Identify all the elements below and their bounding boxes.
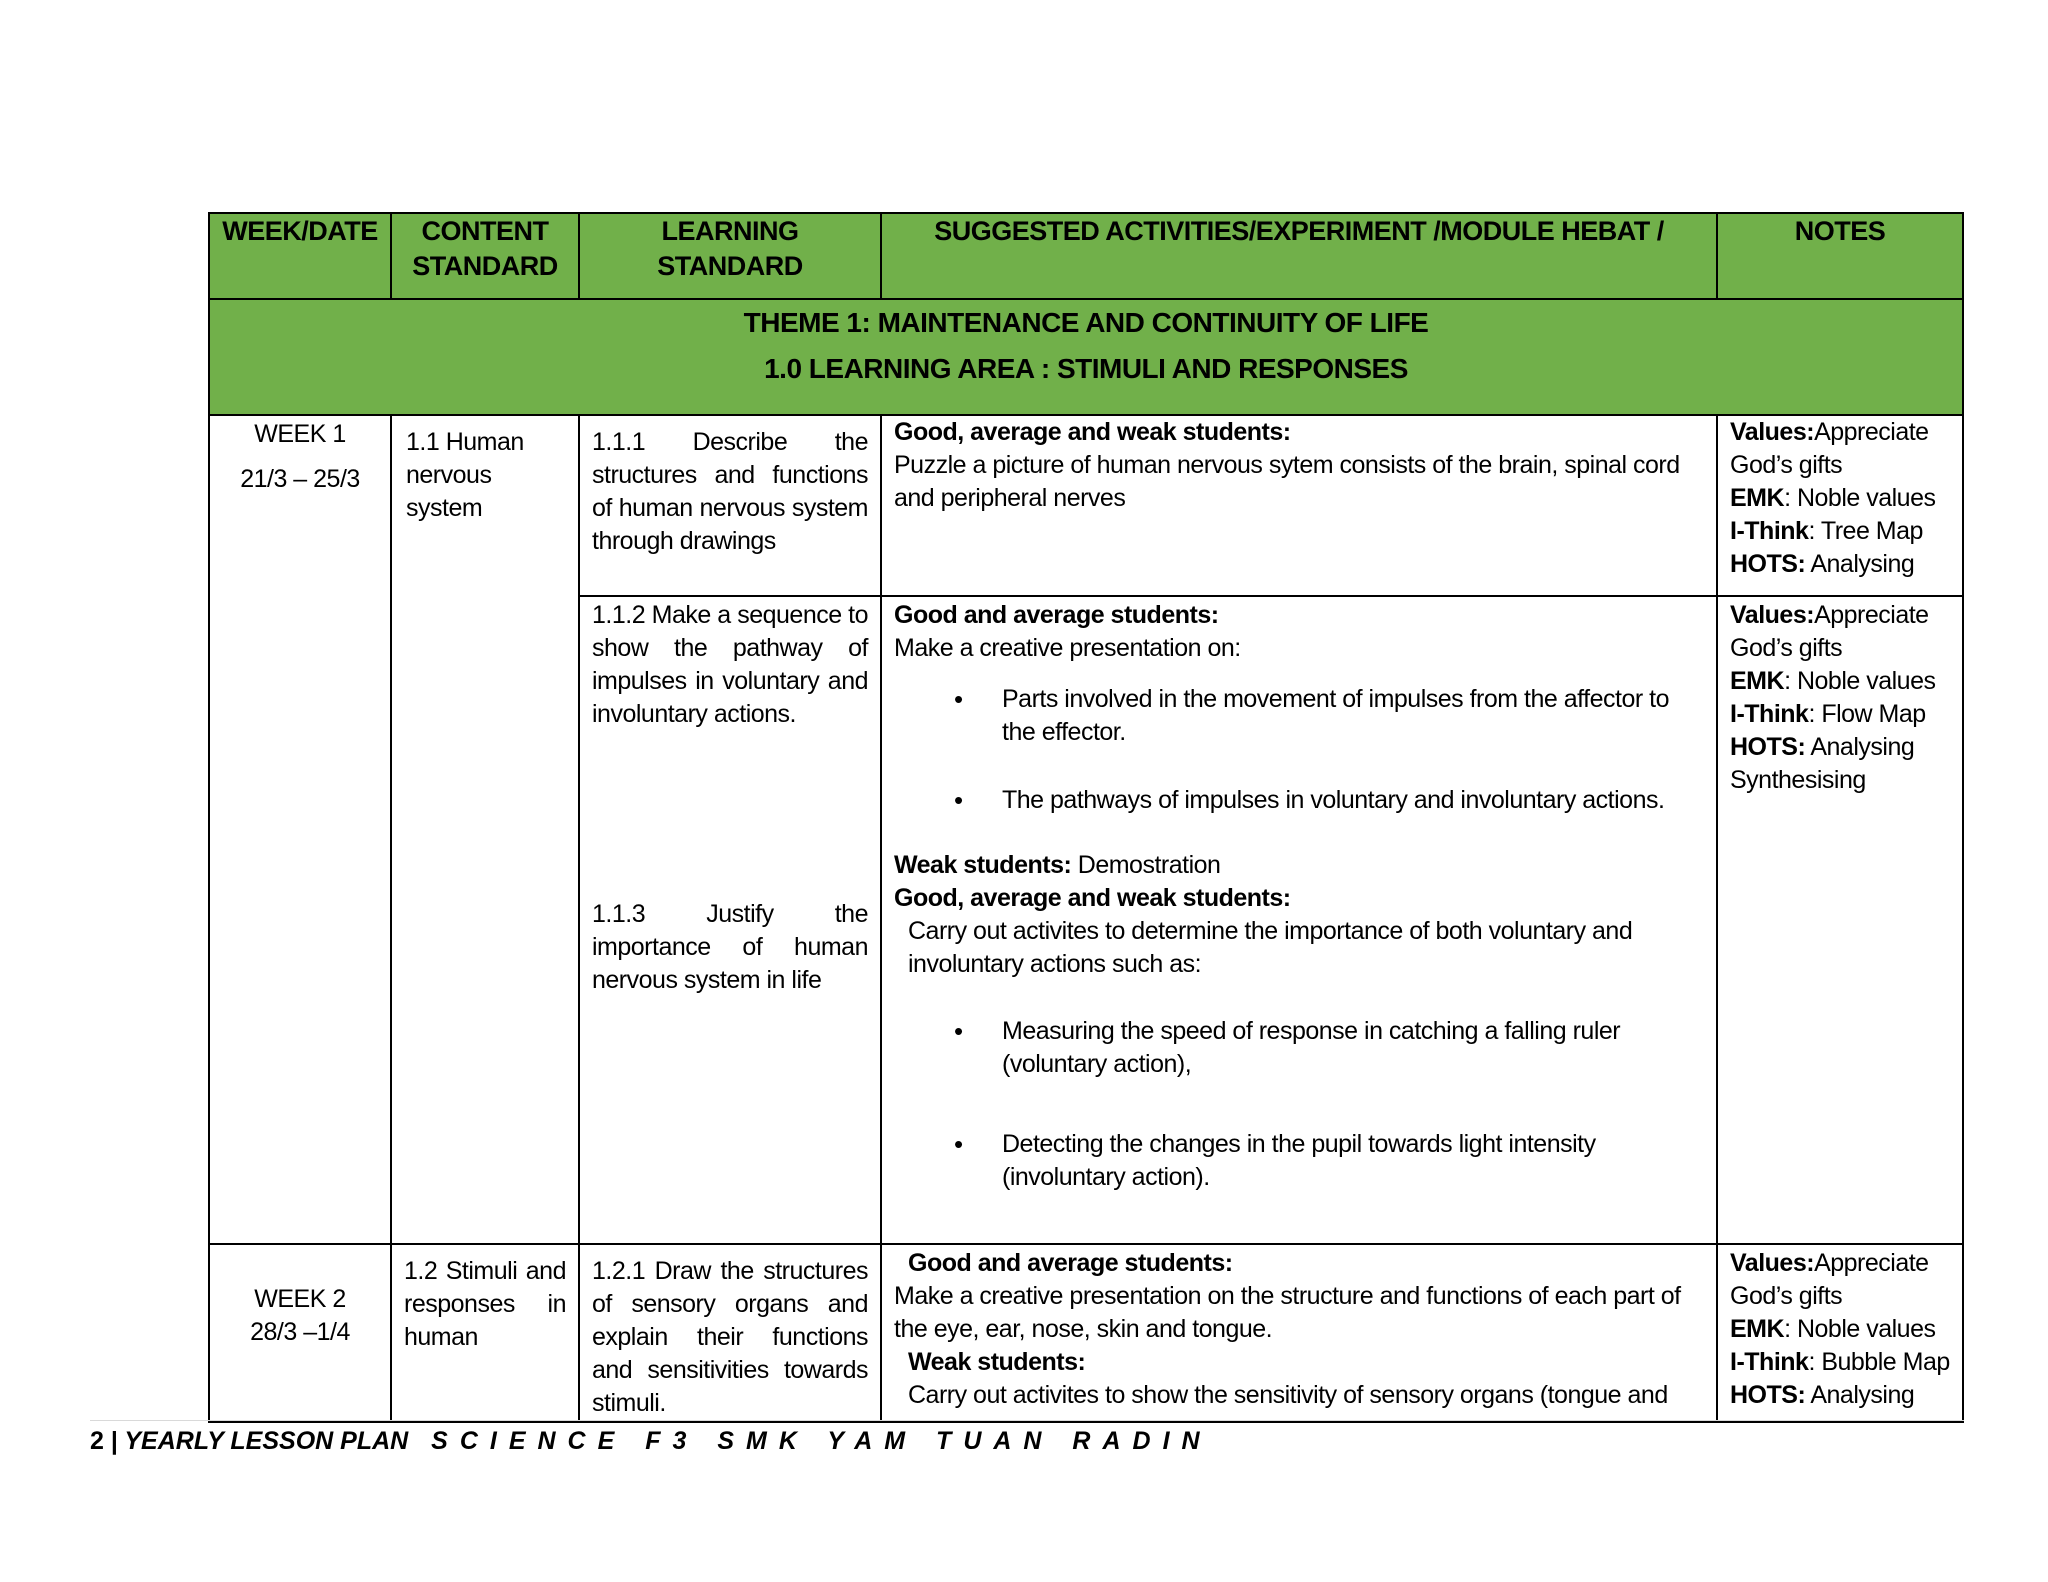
emk-text: : Noble values bbox=[1784, 667, 1936, 695]
header-week-date: WEEK/DATE bbox=[209, 213, 391, 299]
list-item: • Parts involved in the movement of impulses from the affector to the effector. bbox=[1002, 683, 1704, 749]
values-text: Appreciate bbox=[1814, 601, 1929, 629]
notes-values bbox=[1730, 416, 1950, 449]
notes-values-2: God’s gifts bbox=[1730, 634, 1843, 662]
ithink-text: : Flow Map bbox=[1808, 700, 1926, 728]
activity-text-2: Carry out activites to show the sensitivity of sensory organs (tongue and bbox=[908, 1381, 1668, 1409]
hots-label: HOTS: bbox=[1730, 733, 1806, 761]
learning-standard-text: 1.2.1 Draw the structures of sensory organs and explain their functions and sensitivities towards stimuli. bbox=[592, 1257, 868, 1417]
activity-bullet-list-2 bbox=[894, 1015, 1704, 1194]
page-number: 2 | bbox=[90, 1427, 118, 1455]
ithink-label: I-Think bbox=[1730, 1348, 1809, 1376]
emk-label: EMK bbox=[1730, 484, 1785, 512]
hots-text: Analysing bbox=[1805, 550, 1915, 578]
notes-values-2: God’s gifts bbox=[1730, 451, 1843, 479]
page-footer bbox=[90, 1420, 1964, 1456]
theme-cell bbox=[209, 299, 1963, 415]
week1-label: WEEK 1 bbox=[254, 420, 346, 448]
week1-cell bbox=[209, 415, 391, 1244]
activities-cell-3 bbox=[881, 1244, 1717, 1422]
weak-students-line bbox=[894, 849, 1704, 882]
list-item: • The pathways of impulses in voluntary and involuntary actions. bbox=[1002, 784, 1704, 817]
activities-cell-2 bbox=[881, 596, 1717, 1244]
header-learning-standard: LEARNING STANDARD bbox=[579, 213, 881, 299]
list-item: • Detecting the changes in the pupil towards light intensity (involuntary action). bbox=[1002, 1128, 1704, 1194]
emk-label: EMK bbox=[1730, 667, 1785, 695]
week1-content-standard bbox=[391, 415, 579, 1244]
ithink-label: I-Think bbox=[1730, 700, 1809, 728]
header-notes: NOTES bbox=[1717, 213, 1963, 299]
values-text: Appreciate bbox=[1814, 1249, 1929, 1277]
hots-label: HOTS: bbox=[1730, 1381, 1806, 1409]
notes-cell-3 bbox=[1717, 1244, 1963, 1422]
activity-text-2: Carry out activites to determine the importance of both voluntary and involuntary actions such as: bbox=[908, 917, 1633, 978]
notes-values bbox=[1730, 599, 1950, 632]
activity-heading: Good and average students: bbox=[908, 1249, 1233, 1277]
activities-cell-1 bbox=[881, 415, 1717, 596]
week2-content-standard bbox=[391, 1244, 579, 1422]
hots-label: HOTS: bbox=[1730, 550, 1806, 578]
hots-text: Analysing bbox=[1805, 733, 1915, 761]
learning-standard-text: 1.1.2 Make a sequence to show the pathway of impulses in voluntary and involuntary actions. bbox=[592, 601, 868, 728]
activity-heading: Good, average and weak students: bbox=[894, 418, 1291, 446]
weak-text: Demostration bbox=[1071, 851, 1221, 879]
notes-values-2: God’s gifts bbox=[1730, 1282, 1843, 1310]
theme-row bbox=[209, 299, 1963, 415]
notes-ithink bbox=[1730, 698, 1950, 731]
notes-hots bbox=[1730, 1379, 1950, 1412]
notes-emk bbox=[1730, 665, 1950, 698]
content-standard-text: 1.2 Stimuli and responses in human bbox=[404, 1257, 566, 1351]
weak-label: Weak students: bbox=[894, 851, 1072, 879]
activity-text: Puzzle a picture of human nervous sytem consists of the brain, spinal cord and peripheral nerves bbox=[894, 451, 1680, 512]
content-standard-text: 1.1 Human nervous system bbox=[406, 428, 524, 522]
emk-text: : Noble values bbox=[1784, 484, 1936, 512]
notes-hots bbox=[1730, 548, 1950, 581]
emk-label: EMK bbox=[1730, 1315, 1785, 1343]
ithink-label: I-Think bbox=[1730, 517, 1809, 545]
ithink-text: : Tree Map bbox=[1808, 517, 1923, 545]
hots-text: Analysing bbox=[1805, 1381, 1915, 1409]
learning-standard-1-1-1 bbox=[579, 415, 881, 596]
table-row bbox=[209, 1244, 1963, 1422]
values-label: Values: bbox=[1730, 418, 1815, 446]
table-row bbox=[209, 415, 1963, 596]
week2-cell bbox=[209, 1244, 391, 1422]
footer-title: YEARLY LESSON PLAN bbox=[124, 1427, 409, 1455]
notes-ithink bbox=[1730, 515, 1950, 548]
list-item: • Measuring the speed of response in catching a falling ruler (voluntary action), bbox=[1002, 1015, 1704, 1081]
week1-date: 21/3 – 25/3 bbox=[240, 465, 360, 493]
table-header-row bbox=[209, 213, 1963, 299]
learning-standard-1-1-2 bbox=[579, 596, 881, 1244]
notes-hots-2: Synthesising bbox=[1730, 766, 1866, 794]
ithink-text: : Bubble Map bbox=[1808, 1348, 1950, 1376]
notes-cell-1 bbox=[1717, 415, 1963, 596]
lesson-plan-table bbox=[208, 212, 1964, 1423]
values-text: Appreciate bbox=[1814, 418, 1929, 446]
notes-hots bbox=[1730, 731, 1950, 764]
learning-standard-1-1-3-text: 1.1.3 Justify the importance of human nervous system in life bbox=[592, 900, 868, 994]
activity-heading-2: Good, average and weak students: bbox=[894, 884, 1291, 912]
learning-area-title: 1.0 LEARNING AREA : STIMULI AND RESPONSES bbox=[764, 353, 1408, 384]
activity-bullet-list-1 bbox=[894, 683, 1704, 817]
learning-standard-1-2-1 bbox=[579, 1244, 881, 1422]
theme-title: THEME 1: MAINTENANCE AND CONTINUITY OF LIFE bbox=[743, 307, 1429, 338]
header-content-standard: CONTENT STANDARD bbox=[391, 213, 579, 299]
notes-values bbox=[1730, 1247, 1950, 1280]
header-suggested-activities: SUGGESTED ACTIVITIES/EXPERIMENT /MODULE HEBAT / bbox=[881, 213, 1717, 299]
notes-cell-2 bbox=[1717, 596, 1963, 1244]
learning-standard-text: 1.1.1 Describe the structures and functions of human nervous system through drawings bbox=[592, 428, 868, 555]
notes-emk bbox=[1730, 1313, 1950, 1346]
week2-date: 28/3 –1/4 bbox=[250, 1318, 350, 1346]
values-label: Values: bbox=[1730, 601, 1815, 629]
notes-ithink bbox=[1730, 1346, 1950, 1379]
week2-label: WEEK 2 bbox=[254, 1285, 346, 1313]
activity-text: Make a creative presentation on the structure and functions of each part of the eye, ear, nose, skin and tongue. bbox=[894, 1282, 1681, 1343]
activity-text: Make a creative presentation on: bbox=[894, 634, 1241, 662]
emk-text: : Noble values bbox=[1784, 1315, 1936, 1343]
activity-heading-2: Weak students: bbox=[908, 1348, 1086, 1376]
values-label: Values: bbox=[1730, 1249, 1815, 1277]
notes-emk bbox=[1730, 482, 1950, 515]
activity-heading: Good and average students: bbox=[894, 601, 1219, 629]
footer-school: SCIENCE F3 SMK YAM TUAN RADIN bbox=[431, 1427, 1212, 1455]
